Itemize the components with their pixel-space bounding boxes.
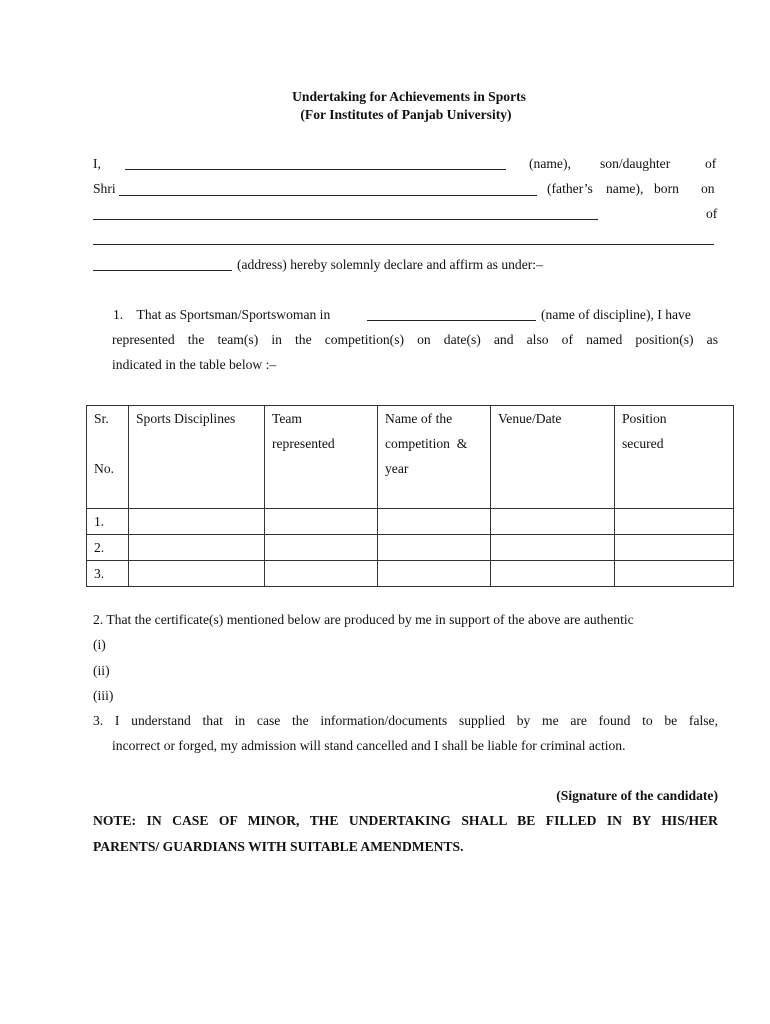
point1-line1a: 1. That as Sportsman/Sportswoman in [113, 307, 331, 322]
point3-line1: 3. I understand that in case the information/documents supplied by me are found to be false, [93, 713, 718, 728]
table-row [87, 535, 734, 561]
row-number: 2. [87, 535, 129, 561]
header-team [265, 406, 378, 509]
row-number: 3. [87, 561, 129, 587]
name-word: name), [606, 181, 644, 196]
table-cell[interactable] [378, 509, 491, 535]
note-line2: PARENTS/ GUARDIANS WITH SUITABLE AMENDMENTS. [93, 839, 464, 854]
row-number: 1. [87, 509, 129, 535]
on-label: on [701, 181, 715, 196]
birth-blank[interactable] [93, 219, 598, 220]
header-comp-b: competition & [385, 436, 468, 451]
son-daughter-label: son/daughter [600, 156, 671, 171]
table-cell[interactable] [378, 561, 491, 587]
address-declaration: (address) hereby solemnly declare and affirm as under:– [237, 257, 543, 272]
point1-line1b: (name of discipline), I have [541, 307, 691, 322]
point2-text: 2. That the certificate(s) mentioned below are produced by me in support of the above are authentic [93, 612, 634, 627]
header-comp-c: year [385, 461, 409, 476]
header-comp-a: Name of the [385, 411, 453, 426]
of-label-1: of [705, 156, 717, 171]
table-cell[interactable] [378, 535, 491, 561]
i-label: I, [93, 156, 101, 171]
name-label: (name), [529, 156, 571, 171]
father-name-blank[interactable] [119, 195, 537, 196]
table-header-row [87, 406, 734, 509]
table-cell[interactable] [265, 561, 378, 587]
address-blank-2[interactable] [93, 270, 232, 271]
table-cell[interactable] [491, 535, 615, 561]
table-cell[interactable] [265, 509, 378, 535]
table-row [87, 561, 734, 587]
table-cell[interactable] [129, 509, 265, 535]
header-venue-text: Venue/Date [498, 411, 562, 426]
table-cell[interactable] [615, 509, 734, 535]
table-cell[interactable] [491, 509, 615, 535]
of-label-2: of [706, 206, 718, 221]
header-position-a: Position [622, 411, 667, 426]
note-line1: NOTE: IN CASE OF MINOR, THE UNDERTAKING SHALL BE FILLED IN BY HIS/HER [93, 813, 718, 828]
achievements-table [86, 405, 734, 587]
shri-label: Shri [93, 181, 116, 196]
table-cell[interactable] [491, 561, 615, 587]
discipline-blank[interactable] [367, 320, 536, 321]
certificate-item-1: (i) [93, 637, 106, 652]
name-blank[interactable] [125, 169, 506, 170]
header-discipline-text: Sports Disciplines [136, 411, 236, 426]
table-cell[interactable] [129, 561, 265, 587]
header-discipline [129, 406, 265, 509]
header-no: No. [94, 461, 115, 476]
header-competition [378, 406, 491, 509]
table-cell[interactable] [265, 535, 378, 561]
document-subtitle: (For Institutes of Panjab University) [300, 107, 512, 122]
table-cell[interactable] [129, 535, 265, 561]
header-venue [491, 406, 615, 509]
header-position [615, 406, 734, 509]
table-row [87, 509, 734, 535]
certificate-item-2: (ii) [93, 663, 110, 678]
signature-label: (Signature of the candidate) [556, 788, 718, 803]
header-sr: Sr. [94, 411, 109, 426]
point1-line3: indicated in the table below :– [112, 357, 277, 372]
table-cell[interactable] [615, 561, 734, 587]
header-sr-no [87, 406, 129, 509]
certificate-item-3: (iii) [93, 688, 114, 703]
fathers-label: (father’s [547, 181, 593, 196]
document-title: Undertaking for Achievements in Sports [292, 89, 526, 104]
point3-line2: incorrect or forged, my admission will stand cancelled and I shall be liable for criminal action. [112, 738, 626, 753]
point1-line2: represented the team(s) in the competition(s) on date(s) and also of named position(s) as [112, 332, 718, 347]
address-blank-1[interactable] [93, 244, 714, 245]
header-team-a: Team [272, 411, 302, 426]
header-team-b: represented [272, 436, 335, 451]
header-position-b: secured [622, 436, 664, 451]
born-label: born [654, 181, 679, 196]
table-cell[interactable] [615, 535, 734, 561]
